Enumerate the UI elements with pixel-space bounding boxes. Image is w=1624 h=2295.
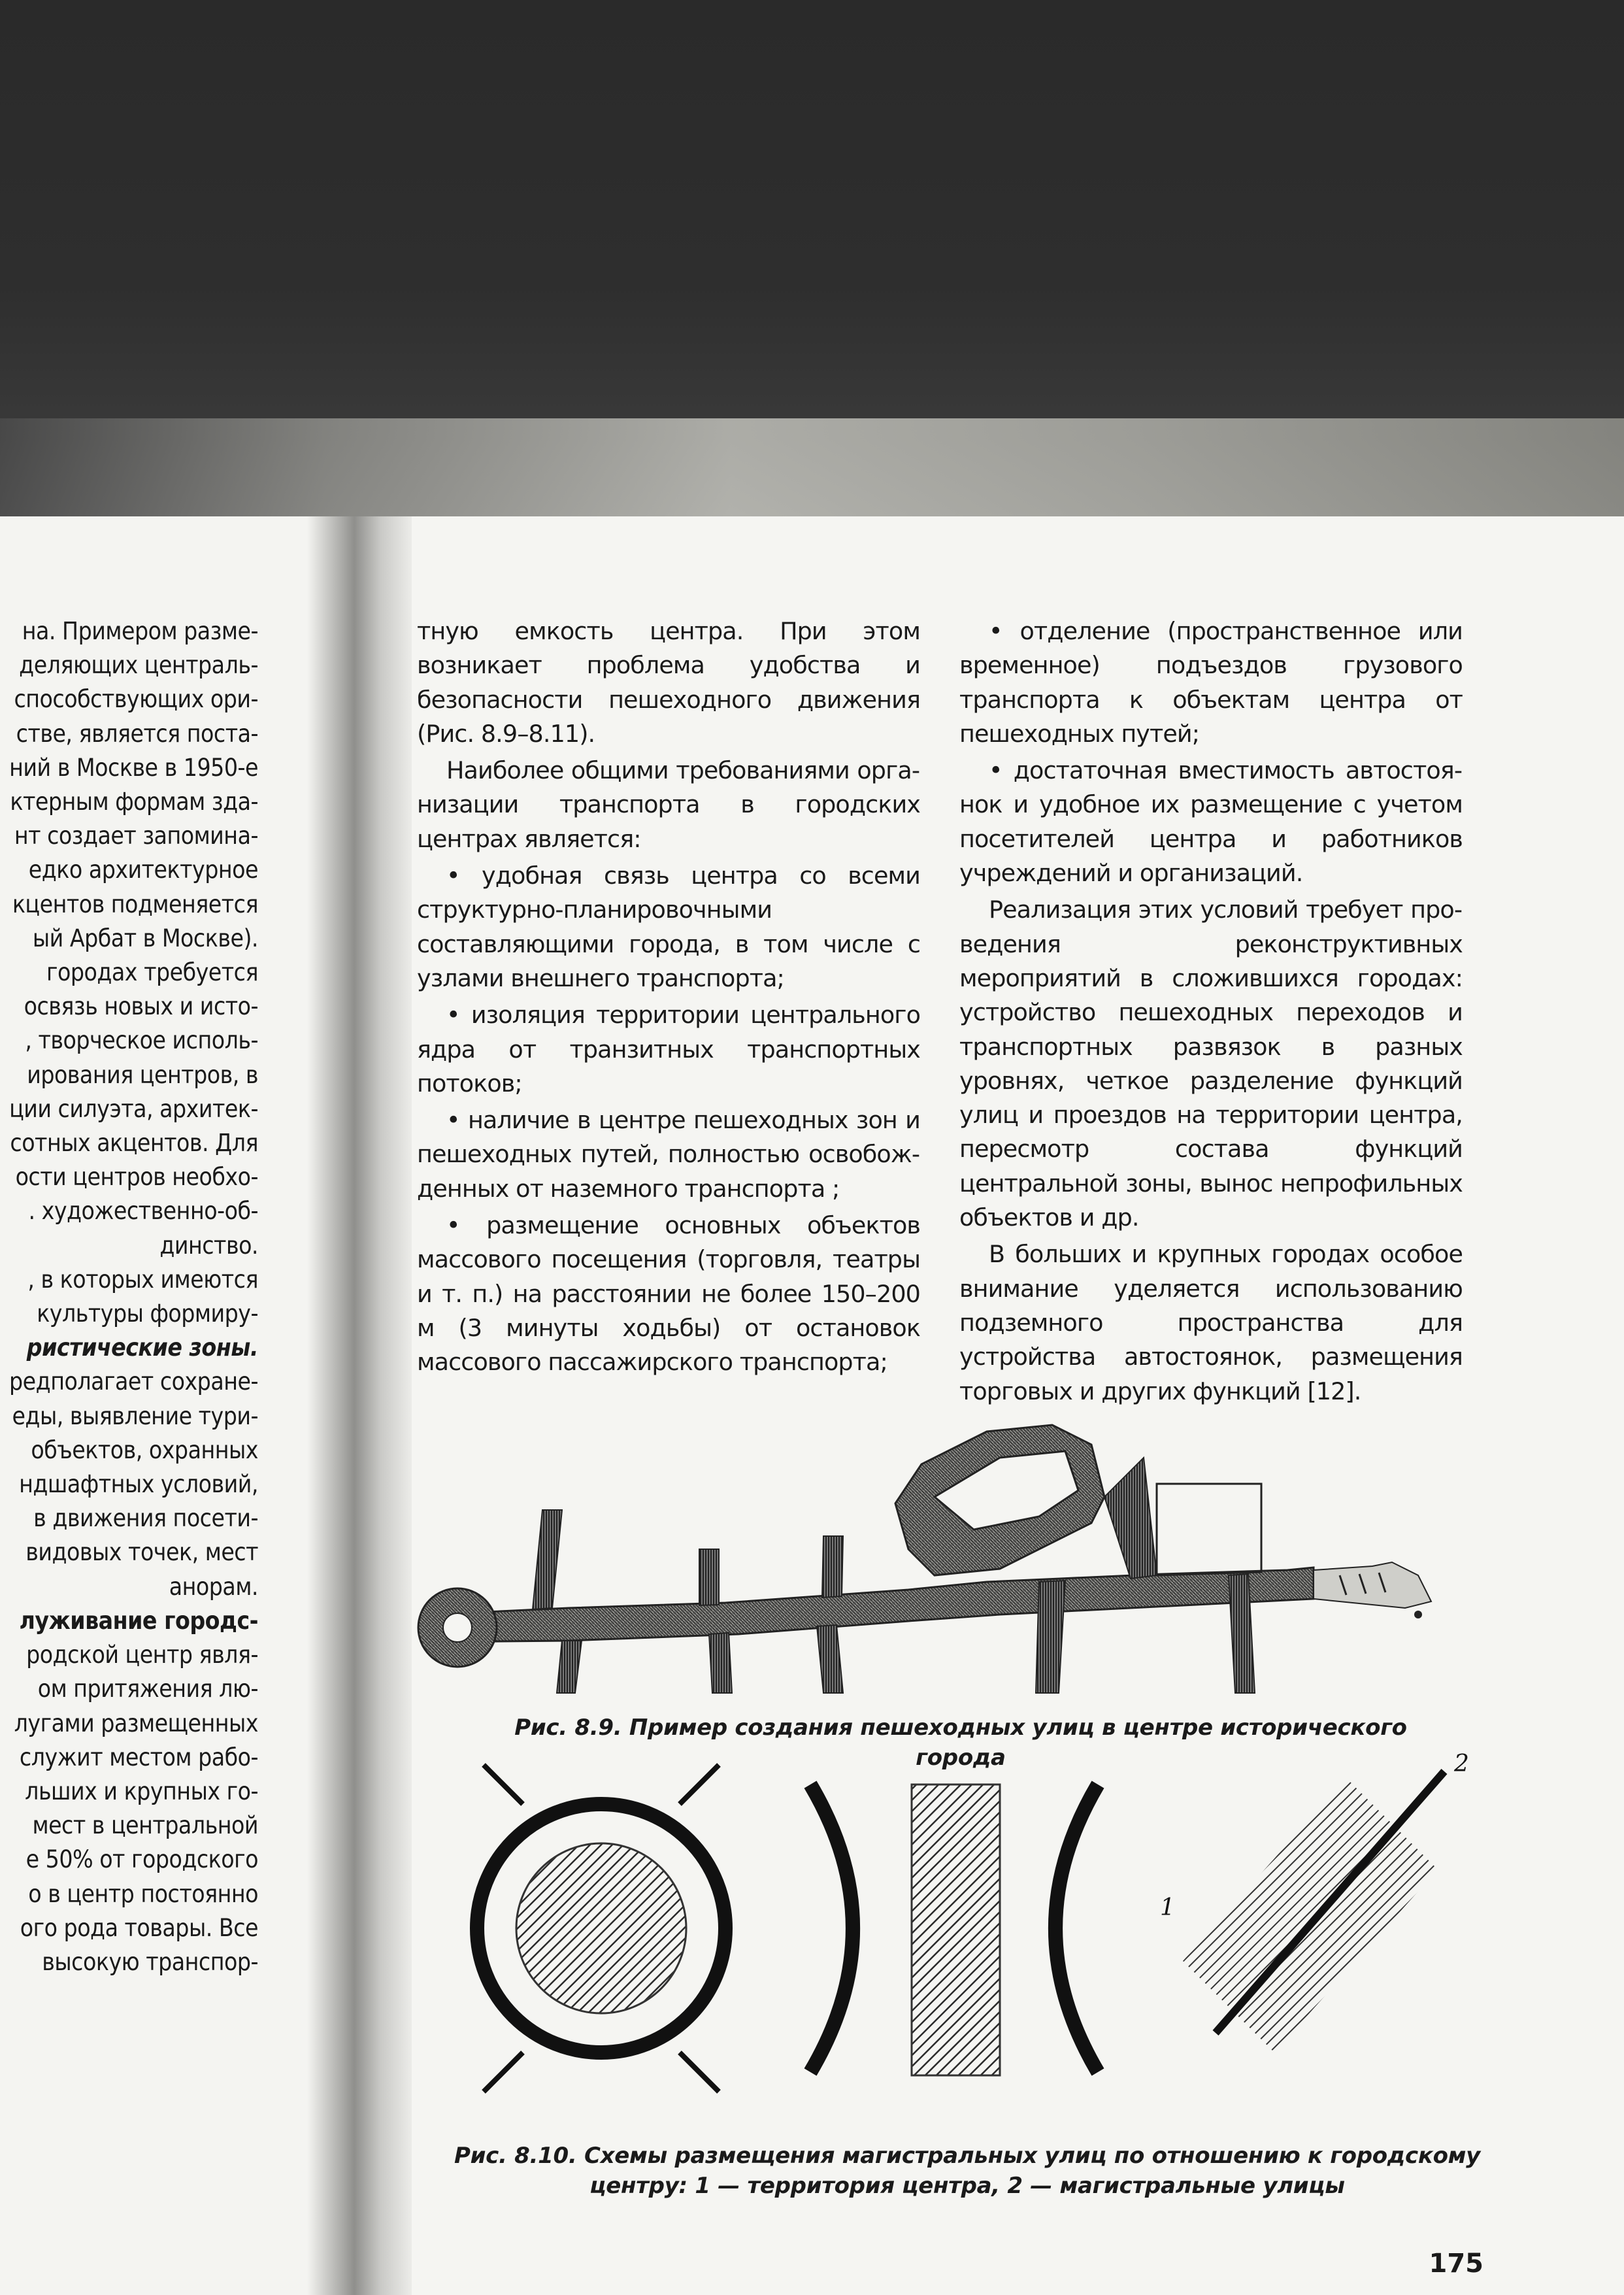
left-column-line: льших и крупных го-: [25, 1777, 258, 1805]
diagonal-street-scheme: [1160, 1751, 1469, 2052]
left-column-line: культуры формиру-: [37, 1299, 258, 1328]
left-column-line: ый Арбат в Москве).: [32, 924, 258, 952]
left-column-text: [0, 614, 307, 1979]
left-column-line: е 50% от городского: [25, 1845, 258, 1874]
left-column-line: стве, является поста-: [16, 719, 258, 748]
parallel-arcs-scheme: [810, 1784, 1098, 2075]
figure-8-10-caption: [438, 2141, 1497, 2201]
left-column-line: способствующих ори-: [14, 685, 258, 714]
page-number: 175: [1429, 2249, 1483, 2279]
bullet-5: • отделение (пространственное или временное) подъездов грузового транспорта к объектам центра от пешеходных путей;: [959, 617, 1463, 748]
left-column-line: ирования центров, в: [27, 1060, 258, 1089]
left-column-line: видовых точек, мест: [25, 1538, 258, 1567]
book-gutter: [307, 516, 412, 2295]
bullet-6: • достаточная вместимость автостоянок и удобное их размещение с учетом посетителей центра и работников учреждений и организаций.: [959, 756, 1463, 888]
left-column-line: сотных акцентов. Для: [10, 1129, 258, 1158]
paragraph-4: В больших и крупных городах особое внимание уделяется использованию подземного пространства для устройства автостоянок, размещения торговых и других функций [12].: [959, 1240, 1463, 1405]
left-column-line: объектов, охранных: [31, 1435, 258, 1464]
label-1: 1: [1160, 1894, 1175, 1921]
left-column-line: ристические зоны.: [26, 1333, 258, 1362]
left-column-line: на. Примером разме-: [22, 617, 258, 645]
left-column-line: в движения посети-: [33, 1504, 258, 1533]
label-2: 2: [1454, 1751, 1469, 1777]
left-column-line: ндшафтных условий,: [19, 1470, 258, 1499]
left-column-line: кцентов подменяется: [12, 890, 258, 918]
bullet-1: • удобная связь центра со всеми структурно-планировочными составляющими города, в том числе с узлами внешнего транспорта;: [417, 862, 920, 992]
left-column-line: . художественно-об-: [28, 1197, 258, 1226]
paragraph-3: Реализация этих условий требует проведения реконструктивных мероприятий в сложившихся городах: устройство пешеходных переходов и транспортных развязок в разных уровнях, четкое разделение функций улиц и проездов на территории центра, пересмотр состава функций центральной зоны, вынос непрофильных объектов и др.: [959, 896, 1463, 1232]
left-column-line: нт создает запомина-: [14, 822, 258, 850]
main-streets-schemes-figure: [444, 1745, 1490, 2111]
figure-8-10-caption-line-2: центру: 1 — территория центра, 2 — магистральные улицы: [589, 2173, 1345, 2199]
left-column-line: лугами размещенных: [14, 1709, 258, 1737]
left-column-line: о в центр постоянно: [28, 1879, 258, 1908]
left-column-line: едко архитектурное: [28, 856, 258, 884]
left-column-line: еды, выявление тури-: [12, 1401, 258, 1430]
left-column-line: , творческое исполь-: [25, 1026, 258, 1055]
figure-8-10-caption-line-1: Рис. 8.10. Схемы размещения магистральных улиц по отношению к городскому: [454, 2143, 1481, 2169]
paragraph-2: Наиболее общими требованиями организации транспорта в городских центрах является:: [417, 756, 920, 853]
left-column-line: деляющих централь-: [19, 651, 258, 680]
ring-scheme: [477, 1765, 725, 2092]
left-column-line: высокую транспор-: [42, 1947, 258, 1976]
left-column-line: луживание городс-: [19, 1606, 258, 1635]
left-column-line: ого рода товары. Все: [20, 1913, 258, 1942]
bullet-3: • наличие в центре пешеходных зон и пешеходных путей, полностью освобожденных от наземного транспорта ;: [417, 1106, 920, 1203]
left-column-line: освязь новых и исто-: [24, 992, 258, 1021]
left-column-line: анорам.: [169, 1572, 258, 1601]
left-column-line: ости центров необхо-: [15, 1163, 258, 1192]
left-column-line: редполагает сохране-: [9, 1367, 258, 1396]
left-column-line: родской центр явля-: [26, 1641, 258, 1669]
bullet-4: • размещение основных объектов массового посещения (торговля, театры и т. п.) на расстоянии не более 150–200 м (3 минуты ходьбы) от остановок массового пассажирского транспорта;: [417, 1211, 920, 1377]
figure-8-9-caption: Рис. 8.9. Пример создания пешеходных улиц в центре исторического города: [514, 1715, 1407, 1771]
left-column-line: мест в центральной: [32, 1811, 258, 1840]
left-column-line: ом притяжения лю-: [37, 1675, 258, 1703]
right-page: [412, 516, 1624, 2295]
left-column-line: ции силуэта, архитек-: [9, 1094, 258, 1123]
left-column-line: ний в Москве в 1950-е: [9, 753, 258, 782]
dark-background-top: [0, 0, 1624, 516]
left-column-line: , в которых имеются: [27, 1265, 258, 1294]
text-column-2: [959, 614, 1463, 1411]
left-column-line: служит местом рабо-: [19, 1743, 258, 1771]
paragraph-1: тную емкость центра. При этом возникает проблема удобства и безопасности пешеходного движения (Рис. 8.9–8.11).: [417, 617, 920, 748]
text-column-1: [417, 614, 920, 1382]
blurred-edge-stripe: [0, 418, 1624, 516]
left-column-line: ктерным формам зда-: [10, 788, 258, 816]
bullet-2: • изоляция территории центрального ядра от транзитных транспортных потоков;: [417, 1001, 920, 1097]
pedestrian-streets-plan-figure: [412, 1418, 1451, 1700]
left-column-line: городах требуется: [46, 958, 258, 987]
left-column-line: динство.: [159, 1231, 258, 1260]
left-page: [0, 516, 314, 2295]
